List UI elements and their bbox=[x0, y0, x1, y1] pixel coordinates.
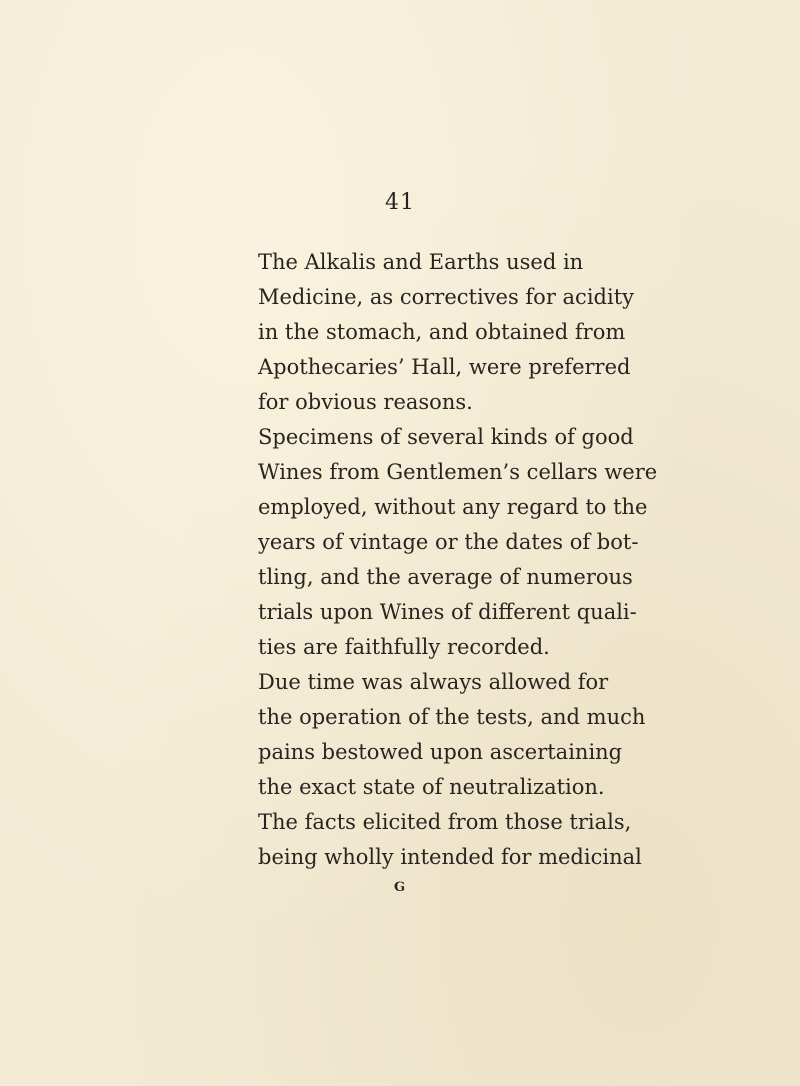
text-line: Apothecaries’ Hall, were preferred bbox=[258, 355, 631, 379]
text-line: employed, without any regard to the bbox=[258, 495, 648, 519]
paragraph-alkalis bbox=[258, 245, 635, 420]
text-line: pains bestowed upon ascertaining bbox=[258, 740, 623, 764]
text-line: the exact state of neutralization. bbox=[258, 775, 605, 799]
text-line: ties are faithfully recorded. bbox=[258, 635, 550, 659]
page-number: 41 bbox=[385, 190, 415, 215]
text-line: being wholly intended for medicinal bbox=[258, 845, 642, 869]
signature-mark: G bbox=[393, 880, 407, 895]
text-line: Medicine, as correctives for acidity bbox=[258, 285, 635, 309]
text-line: years of vintage or the dates of bot- bbox=[258, 530, 639, 554]
text-line: Due time was always allowed for bbox=[258, 670, 609, 694]
paragraph-facts bbox=[258, 805, 642, 875]
text-line: the operation of the tests, and much bbox=[258, 705, 646, 729]
text-line: The facts elicited from those trials, bbox=[258, 810, 632, 834]
text-line: The Alkalis and Earths used in bbox=[258, 250, 584, 274]
text-line: tling, and the average of numerous bbox=[258, 565, 633, 589]
text-line: for obvious reasons. bbox=[258, 390, 473, 414]
paragraph-tests bbox=[258, 665, 646, 805]
paragraph-wines bbox=[258, 420, 658, 665]
text-line: trials upon Wines of different quali- bbox=[258, 600, 637, 624]
text-line: Wines from Gentlemen’s cellars were bbox=[258, 460, 658, 484]
text-line: in the stomach, and obtained from bbox=[258, 320, 626, 344]
text-line: Specimens of several kinds of good bbox=[258, 425, 634, 449]
